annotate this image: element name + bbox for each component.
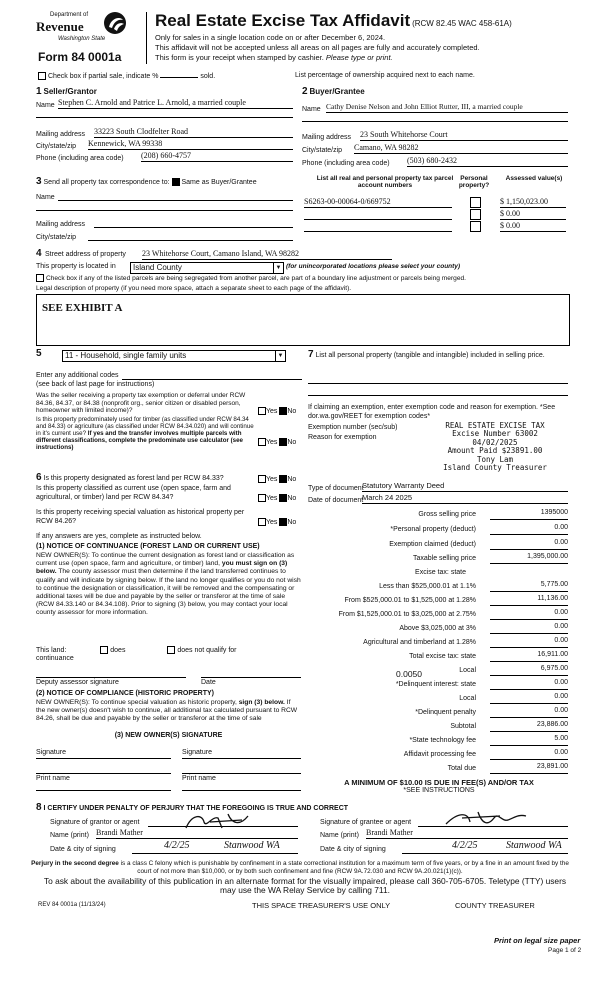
segregation-row bbox=[36, 274, 576, 282]
deputy-signature-field[interactable] bbox=[36, 676, 186, 678]
partial-sale-label: Check box if partial sale, indicate % bbox=[47, 72, 159, 80]
form-title-row bbox=[155, 11, 512, 31]
buyer-phone-field[interactable]: (503) 680-2432 bbox=[407, 156, 568, 167]
personal-property-line-2[interactable] bbox=[308, 394, 568, 396]
parcel-personal-2-checkbox[interactable] bbox=[470, 209, 481, 220]
header-line-1: Only for sales in a single location code on or after December 6, 2024. bbox=[155, 33, 386, 42]
timber-question-note: If yes and the transfer involves multiple parcels with different classifications, complete the predominate use calculator (see instructions) bbox=[36, 430, 244, 451]
additional-codes-note: (see back of last page for instructions) bbox=[36, 381, 155, 388]
calc-value-total-due[interactable]: 23,891.00 bbox=[490, 763, 568, 774]
revenue-label: Revenue bbox=[36, 19, 84, 34]
continuance-label: continuance bbox=[36, 655, 74, 662]
any-yes-note: If any answers are yes, complete as instructed below. bbox=[36, 533, 202, 540]
section-7 bbox=[308, 348, 570, 498]
owner-signature-1-field[interactable] bbox=[36, 757, 171, 759]
calc-label-agricultural: Agricultural and timberland at 1.28% bbox=[363, 639, 476, 646]
county-treasurer-label: COUNTY TREASURER bbox=[455, 901, 535, 910]
local-rate: 0.0050 bbox=[396, 669, 422, 679]
seller-heading bbox=[36, 86, 97, 97]
chevron-down-icon: ▼ bbox=[275, 351, 285, 361]
yes-label: Yes bbox=[266, 518, 278, 526]
personal-property-line-1[interactable] bbox=[308, 382, 568, 384]
seller-addr-field[interactable]: 33223 South Clodfelter Road bbox=[94, 127, 293, 138]
parcel-table bbox=[302, 175, 570, 245]
seller-title: Seller/Grantor bbox=[43, 87, 97, 96]
washington-state-label: Washington State bbox=[58, 36, 106, 42]
revenue-emblem-icon bbox=[102, 10, 128, 36]
calc-label-delinquent-interest: *Delinquent interest: state bbox=[395, 681, 476, 688]
calc-value-penalty[interactable]: 0.00 bbox=[490, 707, 568, 718]
notice-continuance-body bbox=[36, 552, 301, 618]
type-print-note: Please type or print. bbox=[325, 53, 393, 62]
revision-label: REV 84 0001a (11/13/24) bbox=[38, 902, 106, 908]
section-3-number: 3 bbox=[36, 176, 42, 187]
dor-logo bbox=[34, 10, 134, 46]
seller-name-label: Name bbox=[36, 102, 55, 109]
reason-label: Reason for exemption bbox=[308, 434, 377, 441]
section-2-number: 2 bbox=[302, 86, 308, 97]
seller-name-field[interactable]: Stephen C. Arnold and Patrice L. Arnold, a married couple bbox=[58, 98, 293, 109]
doc-type-label: Type of document bbox=[308, 485, 364, 492]
section-5 bbox=[36, 348, 301, 463]
timber-yes-checkbox[interactable] bbox=[258, 438, 266, 446]
calc-value-delinquent-local[interactable]: 0.00 bbox=[490, 693, 568, 704]
owner-signature-2-line[interactable] bbox=[182, 772, 301, 774]
land-use-select[interactable] bbox=[62, 350, 286, 362]
parcel-header-accounts: List all real and personal property tax parcel account numbers bbox=[316, 175, 454, 189]
yes-label: Yes bbox=[266, 407, 278, 415]
buyer-city-field[interactable]: Camano, WA 98282 bbox=[354, 143, 568, 154]
grantor-name-label: Name (print) bbox=[50, 832, 89, 839]
yes-label: Yes bbox=[266, 438, 278, 446]
forest-yes-checkbox[interactable] bbox=[258, 475, 266, 483]
buyer-addr-field[interactable]: 23 South Whitehorse Court bbox=[360, 130, 568, 141]
doc-date-label: Date of document bbox=[308, 497, 364, 504]
calc-value-tech-fee[interactable]: 5.00 bbox=[490, 735, 568, 746]
notice-compliance-body bbox=[36, 699, 301, 724]
personal-property-text: List all personal property (tangible and intangible) included in selling price. bbox=[315, 352, 545, 359]
exemption-yes-no bbox=[258, 407, 296, 415]
parcel-account-1[interactable]: S6263-00-00064-0/669752 bbox=[304, 197, 452, 208]
exemption-question: Was the seller receiving a property tax exemption or deferral under RCW 84.36, 84.37, or 84.38 (nonprofit org., senior citizen or disabled person, homeowner with limited income)? bbox=[36, 392, 246, 414]
section-4-number: 4 bbox=[36, 248, 42, 259]
location-label: This property is located in bbox=[36, 263, 116, 270]
land-does-not-checkbox[interactable] bbox=[167, 646, 175, 654]
stamp-line-3: 04/02/2025 bbox=[472, 437, 518, 447]
header-line-2: This affidavit will not be accepted unless all areas on all pages are fully and accurately completed. bbox=[155, 43, 480, 52]
no-label: No bbox=[287, 438, 297, 446]
calc-label-gross: Gross selling price bbox=[418, 511, 476, 518]
calc-label-tier2: From $525,000.01 to $1,525,000 at 1.28% bbox=[344, 597, 476, 604]
seller-name-extra-line[interactable] bbox=[36, 116, 293, 118]
section-8-number: 8 bbox=[36, 802, 42, 813]
corr-addr-label: Mailing address bbox=[36, 221, 86, 228]
county-value: Island County bbox=[133, 263, 182, 272]
calc-value-tier4[interactable]: 0.00 bbox=[490, 623, 568, 634]
calc-value-tier2[interactable]: 11,136.00 bbox=[490, 595, 568, 606]
does-label: does bbox=[110, 646, 126, 654]
partial-sale-row bbox=[38, 72, 215, 80]
parcel-personal-3-checkbox[interactable] bbox=[470, 221, 481, 232]
yes-label: Yes bbox=[266, 475, 278, 483]
calc-label-delinquent-local: Local bbox=[459, 695, 476, 702]
calc-value-gross[interactable]: 1395000 bbox=[490, 509, 568, 520]
calc-value-processing-fee[interactable]: 0.00 bbox=[490, 749, 568, 760]
chevron-down-icon: ▼ bbox=[273, 263, 283, 273]
parcel-account-3[interactable] bbox=[304, 221, 452, 232]
calc-value-exemption[interactable]: 0.00 bbox=[490, 539, 568, 550]
perjury-note bbox=[28, 860, 572, 876]
same-as-buyer-label: Same as Buyer/Grantee bbox=[181, 179, 257, 186]
timber-yes-no bbox=[258, 438, 296, 446]
owner-sig-label-1: Signature bbox=[36, 749, 66, 756]
owner-print-label-1: Print name bbox=[36, 775, 70, 782]
legal-description-box[interactable] bbox=[36, 294, 570, 346]
see-instructions-note: *SEE INSTRUCTIONS bbox=[403, 787, 475, 794]
land-does-checkbox[interactable] bbox=[100, 646, 108, 654]
timber-question-text: Is this property predominately used for timber (as classified under RCW 84.34 and 84.33) or agriculture (as classified under RCW 84.34.020) and will continue in it's current use? bbox=[36, 416, 254, 437]
legal-desc-label: Legal description of property (if you need more space, attach a separate sheet to each page of the affidavit). bbox=[36, 285, 352, 292]
form-number: Form 84 0001a bbox=[38, 50, 122, 64]
corr-city-label: City/state/zip bbox=[36, 234, 77, 241]
section-7-number: 7 bbox=[308, 349, 314, 360]
current-use-yes-checkbox[interactable] bbox=[258, 494, 266, 502]
receipt-note: This form is your receipt when stamped by cashier. bbox=[155, 53, 324, 62]
buyer-city-label: City/state/zip bbox=[302, 147, 343, 154]
corr-addr-field[interactable] bbox=[94, 217, 293, 228]
owner-signature-2-field[interactable] bbox=[182, 757, 301, 759]
legal-paper-note: Print on legal size paper bbox=[494, 936, 581, 945]
correspondence-heading bbox=[36, 176, 257, 187]
grantee-date-value: 4/2/25 bbox=[452, 840, 478, 851]
section-6-number: 6 bbox=[36, 472, 42, 483]
section-5-number: 5 bbox=[36, 348, 42, 359]
calc-label-processing-fee: Affidavit processing fee bbox=[403, 751, 476, 758]
corr-name-field[interactable] bbox=[58, 190, 293, 201]
corr-name-label: Name bbox=[36, 194, 55, 201]
partial-sale-checkbox[interactable] bbox=[38, 72, 46, 80]
compliance-body-b: sign (3) below. bbox=[238, 699, 285, 706]
forest-question-row bbox=[36, 472, 224, 483]
buyer-phone-label: Phone (including area code) bbox=[302, 160, 390, 167]
section-8 bbox=[36, 802, 576, 858]
treasurer-stamp bbox=[420, 422, 570, 472]
seller-city-label: City/state/zip bbox=[36, 143, 77, 150]
owner-print-2-field[interactable] bbox=[182, 789, 301, 791]
stamp-line-6: Island County Treasurer bbox=[443, 463, 547, 473]
buyer-name-extra-line[interactable] bbox=[302, 120, 568, 122]
historic-question: Is this property receiving special valuation as historical property per RCW 84.26? bbox=[36, 509, 245, 525]
page-number: Page 1 of 2 bbox=[548, 947, 582, 954]
calc-label-tech-fee: *State technology fee bbox=[409, 737, 476, 744]
notice-continuance-title: (1) NOTICE OF CONTINUANCE (FOREST LAND OR CURRENT USE) bbox=[36, 543, 260, 550]
seller-section bbox=[36, 86, 296, 166]
compliance-body-c: If the new owner(s) doesn't wish to continue, all additional tax calculated pursuant to RCW 84.26, shall be due and payable by the seller or transferor at the time of sale bbox=[36, 699, 298, 723]
perjury-text: is a class C felony which is punishable by confinement in a state correctional institution for a maximum term of five years, or by a fine in an amount fixed by the court of not more than $10,000, or by both such confinement and fine (RCW 9A.72.030 and RCW 9A.20.021(1)(c)). bbox=[120, 860, 569, 875]
grantee-name-label: Name (print) bbox=[320, 832, 359, 839]
no-label: No bbox=[287, 518, 297, 526]
grantor-signature-label: Signature of grantor or agent bbox=[50, 819, 140, 826]
grantor-name-field[interactable]: Brandi Mather bbox=[96, 828, 298, 839]
no-label: No bbox=[287, 494, 297, 502]
deputy-signature-label: Deputy assessor signature bbox=[36, 679, 119, 686]
calc-label-subtotal: Subtotal bbox=[450, 723, 476, 730]
owner-print-1-field[interactable] bbox=[36, 789, 171, 791]
exemption-yes-checkbox[interactable] bbox=[258, 407, 266, 415]
doc-date-field[interactable]: March 24 2025 bbox=[362, 493, 568, 504]
buyer-title: Buyer/Grantee bbox=[309, 87, 365, 96]
calc-label-tier4: Above $3,025,000 at 3% bbox=[399, 625, 476, 632]
same-as-buyer-checkbox[interactable] bbox=[172, 178, 180, 186]
section-6 bbox=[36, 472, 301, 802]
calc-label-exemption: Exemption claimed (deduct) bbox=[389, 541, 476, 548]
calc-label-tier3: From $1,525,000.01 to $3,025,000 at 2.75% bbox=[338, 611, 476, 618]
buyer-section bbox=[302, 86, 570, 170]
deputy-date-field[interactable] bbox=[201, 676, 301, 678]
buyer-name-label: Name bbox=[302, 106, 321, 113]
no-label: No bbox=[287, 407, 297, 415]
dept-of-label: Department of bbox=[50, 12, 89, 18]
continuance-body-a: NEW OWNER(S): To continue the current designation as forest land or classification as current use (open space, farm and agriculture, or timber) land, bbox=[36, 552, 295, 568]
historic-yes-checkbox[interactable] bbox=[258, 518, 266, 526]
seller-addr-label: Mailing address bbox=[36, 131, 86, 138]
parcel-header-personal: Personal property? bbox=[458, 175, 490, 189]
header-divider bbox=[146, 12, 147, 64]
deputy-date-label: Date bbox=[201, 679, 216, 686]
certify-text: I CERTIFY UNDER PENALTY OF PERJURY THAT THE FOREGOING IS TRUE AND CORRECT bbox=[43, 805, 349, 812]
calc-label-taxable: Taxable selling price bbox=[412, 555, 476, 562]
grantee-signature-image bbox=[444, 808, 534, 830]
forest-question: Is this property designated as forest land per RCW 84.33? bbox=[43, 475, 224, 482]
additional-codes-label: Enter any additional codes bbox=[36, 372, 119, 379]
calc-value-personal[interactable]: 0.00 bbox=[490, 524, 568, 535]
grantor-date-value: 4/2/25 bbox=[164, 840, 190, 851]
rcw-reference: (RCW 82.45 WAC 458-61A) bbox=[412, 19, 512, 28]
accessibility-note: To ask about the availability of this publication in an alternate format for the visually impaired, please call 360-705-6705. Teletype (TTY) users may use the WA Relay Service by calling 711. bbox=[43, 876, 567, 895]
calc-label-personal: *Personal property (deduct) bbox=[390, 526, 476, 533]
treasurer-use-label: THIS SPACE TREASURER'S USE ONLY bbox=[252, 901, 391, 910]
timber-question bbox=[36, 416, 258, 451]
calc-value-total-state[interactable]: 16,911.00 bbox=[490, 651, 568, 662]
parcel-value-1[interactable]: $ 1,150,023.00 bbox=[500, 197, 566, 208]
form-title: Real Estate Excise Tax Affidavit bbox=[155, 11, 411, 30]
perjury-title: Perjury in the second degree bbox=[31, 860, 119, 867]
yes-label: Yes bbox=[266, 494, 278, 502]
parcel-value-2[interactable]: $ 0.00 bbox=[500, 209, 566, 220]
continuance-body-b: you must sign on (3) below. bbox=[36, 560, 288, 576]
stamp-line-2: Excise Number 63002 bbox=[452, 429, 538, 439]
calc-label-local: Local bbox=[459, 667, 476, 674]
grantee-signature-label: Signature of grantee or agent bbox=[320, 819, 412, 826]
corr-city-field[interactable] bbox=[88, 230, 293, 241]
parcel-value-3[interactable]: $ 0.00 bbox=[500, 221, 566, 232]
calc-value-subtotal[interactable]: 23,886.00 bbox=[490, 721, 568, 732]
calc-label-total-state: Total excise tax: state bbox=[409, 653, 476, 660]
parcel-header-assessed: Assessed value(s) bbox=[505, 175, 563, 182]
notice-compliance-title: (2) NOTICE OF COMPLIANCE (HISTORIC PROPERTY) bbox=[36, 690, 214, 697]
calc-label-excise-state: Excise tax: state bbox=[415, 569, 466, 576]
stamp-line-1: REAL ESTATE EXCISE TAX bbox=[445, 421, 545, 430]
forest-yes-no bbox=[258, 475, 296, 483]
seller-phone-field[interactable]: (208) 660-4757 bbox=[141, 151, 293, 162]
street-field[interactable]: 23 Whitehorse Court, Camano Island, WA 98282 bbox=[142, 249, 392, 260]
grantor-date-label: Date & city of signing bbox=[50, 846, 116, 853]
grantor-date-field[interactable] bbox=[132, 842, 298, 854]
exemption-number-label: Exemption number (sec/sub) bbox=[308, 424, 398, 431]
exemption-note: If claiming an exemption, enter exemption code and reason for exemption. *See dor.wa.gov/REET for exemption codes* bbox=[308, 404, 556, 420]
grantee-date-label: Date & city of signing bbox=[320, 846, 386, 853]
additional-codes-field[interactable] bbox=[122, 370, 302, 380]
tax-calculation bbox=[308, 509, 570, 799]
legal-description-text: SEE EXHIBIT A bbox=[42, 302, 123, 314]
calc-value-delinquent-interest[interactable]: 0.00 bbox=[490, 679, 568, 690]
street-row bbox=[36, 249, 570, 261]
this-land-label: This land: bbox=[36, 646, 67, 654]
grantee-date-field[interactable] bbox=[402, 842, 568, 854]
historic-yes-no bbox=[258, 518, 296, 526]
seller-city-field[interactable]: Kennewick, WA 99338 bbox=[88, 139, 293, 150]
buyer-heading bbox=[302, 86, 365, 97]
owner-signature-1-line[interactable] bbox=[36, 772, 171, 774]
sold-label: sold. bbox=[200, 72, 216, 80]
parcel-personal-1-checkbox[interactable] bbox=[470, 197, 481, 208]
does-not-label: does not qualify for bbox=[177, 646, 237, 654]
grantee-name-field[interactable]: Brandi Mather bbox=[366, 828, 568, 839]
owner-print-label-2: Print name bbox=[182, 775, 216, 782]
grantee-city-value: Stanwood WA bbox=[506, 840, 562, 851]
buyer-addr-label: Mailing address bbox=[302, 134, 352, 141]
calc-label-total-due: Total due bbox=[447, 765, 476, 772]
no-label: No bbox=[287, 475, 297, 483]
owner-sig-label-2: Signature bbox=[182, 749, 212, 756]
partial-sale-percent[interactable] bbox=[160, 77, 198, 78]
current-use-yes-no bbox=[258, 494, 296, 502]
land-use-value: 11 - Household, single family units bbox=[65, 351, 187, 360]
compliance-body-a: NEW OWNER(S): To continue special valuation as historic property, bbox=[36, 699, 237, 706]
continuance-body-c: The county assessor must then determine if the land transferred continues to qualify and will indicate by signing below. If the land no longer qualifies or you do not wish to continue the designation or classification, it will be removed and the compensating or additional taxes will be due and payable by the seller or transferor at the time of sale (RCW 84.33.140 or 84.34.108). Prior to signing (3) below, you may contact your local county assessor for more information. bbox=[36, 568, 301, 617]
current-use-question: Is this property classified as current use (open space, farm and agricultural, or timber) land per RCW 84.34? bbox=[36, 485, 231, 501]
calc-value-local[interactable]: 6,975.00 bbox=[490, 665, 568, 676]
new-owner-signature-title: (3) NEW OWNER(S) SIGNATURE bbox=[114, 732, 223, 739]
calc-value-taxable[interactable]: 1,395,000.00 bbox=[490, 553, 568, 564]
minimum-due-note: A MINIMUM OF $10.00 IS DUE IN FEE(S) AND/OR TAX bbox=[344, 778, 534, 787]
parcel-account-2[interactable] bbox=[304, 209, 452, 220]
doc-type-field[interactable]: Statutory Warranty Deed bbox=[362, 481, 568, 492]
correspondence-label: Send all property tax correspondence to: bbox=[43, 179, 170, 186]
calc-label-tier1: Less than $525,000.01 at 1.1% bbox=[379, 583, 476, 590]
county-select[interactable] bbox=[130, 262, 284, 274]
seller-phone-label: Phone (including area code) bbox=[36, 155, 124, 162]
personal-property-label bbox=[308, 349, 568, 361]
calc-value-tier3[interactable]: 0.00 bbox=[490, 609, 568, 620]
calc-value-tier1[interactable]: 5,775.00 bbox=[490, 581, 568, 592]
corr-name-extra-line[interactable] bbox=[36, 209, 293, 211]
calc-value-agricultural[interactable]: 0.00 bbox=[490, 637, 568, 648]
segregation-checkbox[interactable] bbox=[36, 274, 44, 282]
location-note: (for unincorporated locations please select your county) bbox=[286, 263, 461, 270]
stamp-line-5: Tony Lam bbox=[476, 454, 514, 464]
correspondence-section bbox=[36, 176, 296, 246]
land-qualify-row bbox=[36, 646, 237, 654]
segregation-label: Check box if any of the listed parcels are being segregated from another parcel, are part of a boundary line adjustment or parcels being merged. bbox=[45, 274, 466, 282]
section-1-number: 1 bbox=[36, 86, 42, 97]
calc-label-penalty: *Delinquent penalty bbox=[415, 709, 476, 716]
street-label: Street address of property bbox=[45, 251, 126, 258]
location-row bbox=[36, 262, 570, 274]
stamp-line-4: Amount Paid $23891.00 bbox=[447, 446, 543, 456]
header-line-3 bbox=[155, 53, 393, 62]
buyer-name-field[interactable]: Cathy Denise Nelson and John Elliot Rutter, III, a married couple bbox=[326, 102, 568, 113]
ownership-note: List percentage of ownership acquired next to each name. bbox=[295, 72, 475, 79]
grantor-city-value: Stanwood WA bbox=[224, 840, 280, 851]
